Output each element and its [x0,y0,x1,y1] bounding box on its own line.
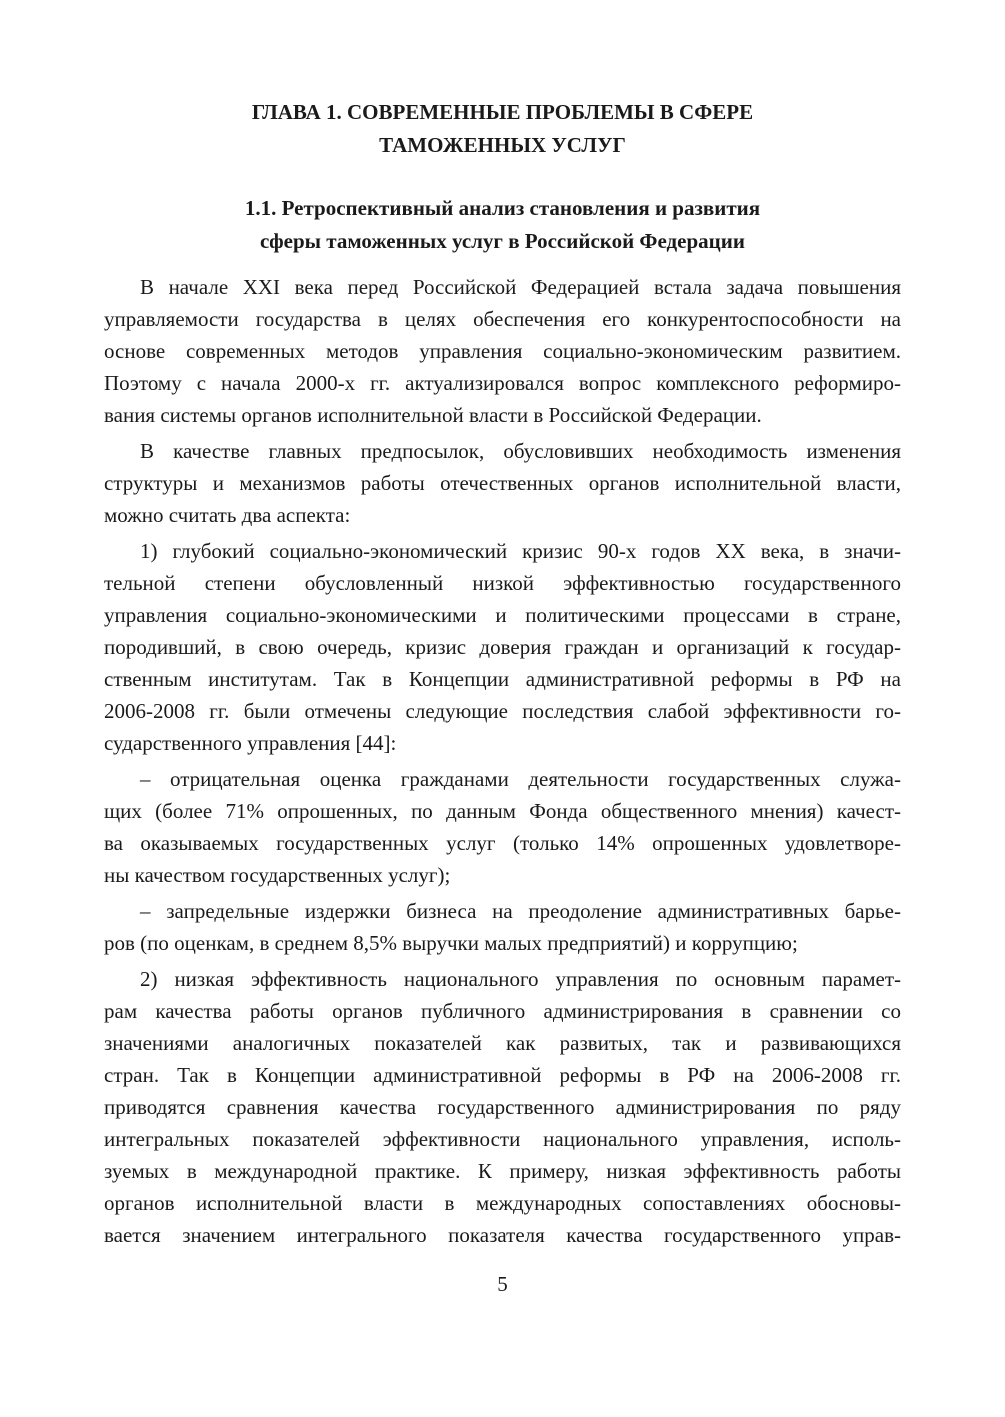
paragraph [104,963,901,1251]
chapter-title-line: ТАМОЖЕННЫХ УСЛУГ [379,133,626,157]
text-line: стран. Так в Концепции административной реформы в РФ на 2006-2008 гг. [104,1063,901,1087]
text-line: сударственного управления [44]: [104,731,397,755]
text-line: 2006-2008 гг. были отмечены следующие последствия слабой эффективности го- [104,699,901,723]
section-title-line: 1.1. Ретроспективный анализ становления и развития [244,196,761,220]
chapter-title [104,96,901,162]
text-line: приводятся сравнения качества государственного администрирования по ряду [104,1095,901,1119]
paragraph [104,435,901,531]
text-line: структуры и механизмов работы отечественных органов исполнительной власти, [104,471,901,495]
text-line: вания системы органов исполнительной власти в Российской Федерации. [104,403,762,427]
text-line: щих (более 71% опрошенных, по данным Фонда общественного мнения) качест- [104,799,901,823]
text-line: основе современных методов управления социально-экономическим развитием. [104,339,901,363]
page-number: 5 [497,1272,508,1296]
paragraph [104,271,901,431]
text-line: В начале XXI века перед Российской Федерацией встала задача повышения [140,275,901,299]
text-line: ны качеством государственных услуг); [104,863,451,887]
document-page [104,96,901,1255]
text-line: управляемости государства в целях обеспечения его конкурентоспособности на [104,307,901,331]
text-line: ва оказываемых государственных услуг (только 14% опрошенных удовлетворе- [104,831,901,855]
text-line: породивший, в свою очередь, кризис доверия граждан и организаций к государ- [104,635,901,659]
text-line: тельной степени обусловленный низкой эффективностью государственного [104,571,901,595]
text-line: вается значением интегрального показателя качества государственного управ- [104,1223,901,1247]
body-text [104,271,901,1251]
section-title [104,192,901,258]
paragraph [104,535,901,759]
text-line: – запредельные издержки бизнеса на преодоление административных барье- [140,899,901,923]
text-line: Поэтому с начала 2000-х гг. актуализировался вопрос комплексного реформиро- [104,371,901,395]
text-line: органов исполнительной власти в международных сопоставлениях обосновы- [104,1191,901,1215]
text-line: В качестве главных предпосылок, обусловивших необходимость изменения [140,439,901,463]
paragraph [104,895,901,959]
text-line: управления социально-экономическими и политическими процессами в стране, [104,603,901,627]
text-line: можно считать два аспекта: [104,503,351,527]
chapter-title-line: ГЛАВА 1. СОВРЕМЕННЫЕ ПРОБЛЕМЫ В СФЕРЕ [251,100,754,124]
text-line: зуемых в международной практике. К примеру, низкая эффективность работы [104,1159,901,1183]
text-line: ственным институтам. Так в Концепции административной реформы в РФ на [104,667,901,691]
text-line: 2) низкая эффективность национального управления по основным парамет- [140,967,901,991]
text-line: – отрицательная оценка гражданами деятельности государственных служа- [140,767,901,791]
text-line: ров (по оценкам, в среднем 8,5% выручки малых предприятий) и коррупцию; [104,931,798,955]
text-line: 1) глубокий социально-экономический кризис 90-х годов XX века, в значи- [140,539,901,563]
section-title-line: сферы таможенных услуг в Российской Федерации [260,229,745,253]
text-line: интегральных показателей эффективности национального управления, исполь- [104,1127,901,1151]
paragraph [104,763,901,891]
text-line: значениями аналогичных показателей как развитых, так и развивающихся [104,1031,901,1055]
text-line: рам качества работы органов публичного администрирования в сравнении со [104,999,901,1023]
